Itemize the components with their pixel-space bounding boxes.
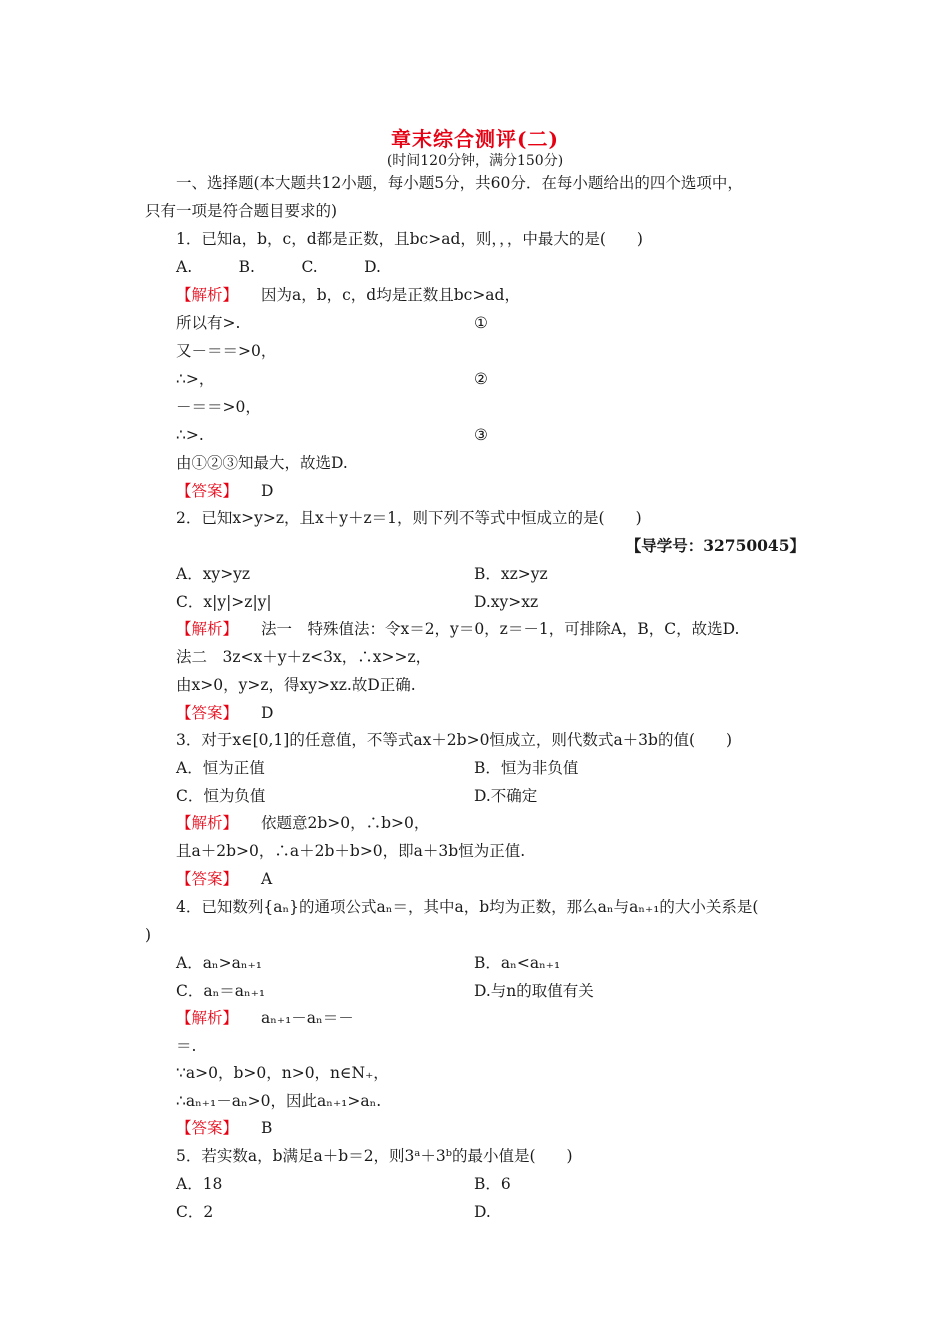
answer-value: A bbox=[260, 870, 273, 888]
q1-stem: 1．已知a，b，c，d都是正数，且bc>ad，则，，，中最大的是( ) bbox=[176, 230, 643, 248]
q4-stem-continued: ) bbox=[145, 926, 152, 944]
answer-tag: 【答案】 bbox=[176, 482, 239, 500]
answer-value: B bbox=[260, 1119, 273, 1137]
answer-tag: 【答案】 bbox=[176, 870, 239, 888]
analysis-tag: 【解析】 bbox=[176, 620, 239, 638]
q4-answer bbox=[176, 1118, 272, 1138]
q4-option-b: B．aₙ<aₙ₊₁ bbox=[474, 954, 561, 972]
q4-line-4: ∴aₙ₊₁－aₙ>0，因此aₙ₊₁>aₙ. bbox=[176, 1092, 382, 1110]
q2-stem: 2．已知x>y>z，且x＋y＋z＝1，则下列不等式中恒成立的是( ) bbox=[176, 509, 642, 527]
q4-option-a: A．aₙ>aₙ₊₁ bbox=[176, 954, 262, 972]
q1-line-2: 所以有>. bbox=[176, 314, 241, 332]
answer-value: D bbox=[260, 482, 274, 500]
page-title: 章末综合测评(二) bbox=[391, 127, 559, 151]
answer-value: D bbox=[260, 704, 274, 722]
analysis-text: aₙ₊₁－aₙ＝－ bbox=[260, 1009, 354, 1027]
analysis-text: 法一 特殊值法：令x＝2，y＝0，z＝－1，可排除A，B，C，故选D. bbox=[260, 620, 740, 638]
analysis-text: 依题意2b>0，∴b>0， bbox=[260, 814, 430, 832]
q2-option-c: C．x|y|>z|y| bbox=[176, 593, 272, 611]
analysis-tag: 【解析】 bbox=[176, 814, 239, 832]
page-subtitle: (时间120分钟，满分150分) bbox=[386, 153, 564, 169]
q4-option-c: C．aₙ＝aₙ₊₁ bbox=[176, 982, 266, 1000]
q4-line-3: ∵a>0，b>0，n>0，n∈N₊， bbox=[176, 1064, 389, 1082]
q5-stem: 5．若实数a，b满足a＋b＝2，则3ᵃ＋3ᵇ的最小值是( ) bbox=[176, 1147, 573, 1165]
q1-mark-3: ③ bbox=[474, 426, 488, 444]
q1-analysis bbox=[176, 285, 520, 305]
q2-analysis bbox=[176, 619, 739, 639]
q5-option-d: D. bbox=[474, 1203, 491, 1221]
q4-analysis bbox=[176, 1008, 354, 1028]
q4-line-2: ＝. bbox=[176, 1037, 197, 1055]
analysis-tag: 【解析】 bbox=[176, 1009, 239, 1027]
q3-option-a: A．恒为正值 bbox=[176, 759, 265, 777]
q2-option-b: B．xz>yz bbox=[474, 565, 548, 583]
q1-mark-2: ② bbox=[474, 370, 488, 388]
answer-tag: 【答案】 bbox=[176, 704, 239, 722]
q1-mark-1: ① bbox=[474, 314, 488, 332]
q3-analysis bbox=[176, 813, 429, 833]
q3-option-b: B．恒为非负值 bbox=[474, 759, 579, 777]
q2-line-2: 法二 3z<x＋y＋z<3x，∴x>>z， bbox=[176, 648, 432, 666]
q5-option-c: C．2 bbox=[176, 1203, 214, 1221]
q3-option-d: D.不确定 bbox=[474, 787, 538, 805]
q1-line-6: ∴>. bbox=[176, 426, 204, 444]
q3-answer bbox=[176, 869, 272, 889]
q1-line-7: 由①②③知最大，故选D. bbox=[176, 454, 348, 472]
q5-option-a: A．18 bbox=[176, 1175, 223, 1193]
q2-line-3: 由x>0，y>z，得xy>xz.故D正确. bbox=[176, 676, 416, 694]
q4-stem: 4．已知数列{aₙ}的通项公式aₙ＝，其中a，b均为正数，那么aₙ与aₙ₊₁的大小关系是( bbox=[176, 898, 759, 916]
q1-line-3: 又－＝＝>0， bbox=[176, 342, 277, 360]
q2-option-d: D.xy>xz bbox=[474, 593, 539, 611]
q1-line-5: －＝＝>0， bbox=[176, 398, 261, 416]
q4-option-d: D.与n的取值有关 bbox=[474, 982, 594, 1000]
q2-answer bbox=[176, 703, 273, 723]
q1-answer bbox=[176, 481, 273, 501]
intro-line-2: 只有一项是符合题目要求的) bbox=[145, 202, 338, 220]
intro-line-1: 一、选择题(本大题共12小题，每小题5分，共60分．在每小题给出的四个选项中， bbox=[176, 174, 743, 192]
q3-option-c: C．恒为负值 bbox=[176, 787, 266, 805]
analysis-tag: 【解析】 bbox=[176, 286, 239, 304]
q1-line-4: ∴>， bbox=[176, 370, 215, 388]
answer-tag: 【答案】 bbox=[176, 1119, 239, 1137]
q2-guide-number: 【导学号：32750045】 bbox=[625, 536, 805, 555]
q2-option-a: A．xy>yz bbox=[176, 565, 251, 583]
q3-stem: 3．对于x∈[0,1]的任意值，不等式ax＋2b>0恒成立，则代数式a＋3b的值( ) bbox=[176, 731, 733, 749]
q3-line-2: 且a＋2b>0，∴a＋2b＋b>0，即a＋3b恒为正值. bbox=[176, 842, 526, 860]
q1-options: A. B. C. D. bbox=[176, 258, 381, 276]
analysis-text: 因为a，b，c，d均是正数且bc>ad， bbox=[260, 286, 520, 304]
q5-option-b: B．6 bbox=[474, 1175, 511, 1193]
